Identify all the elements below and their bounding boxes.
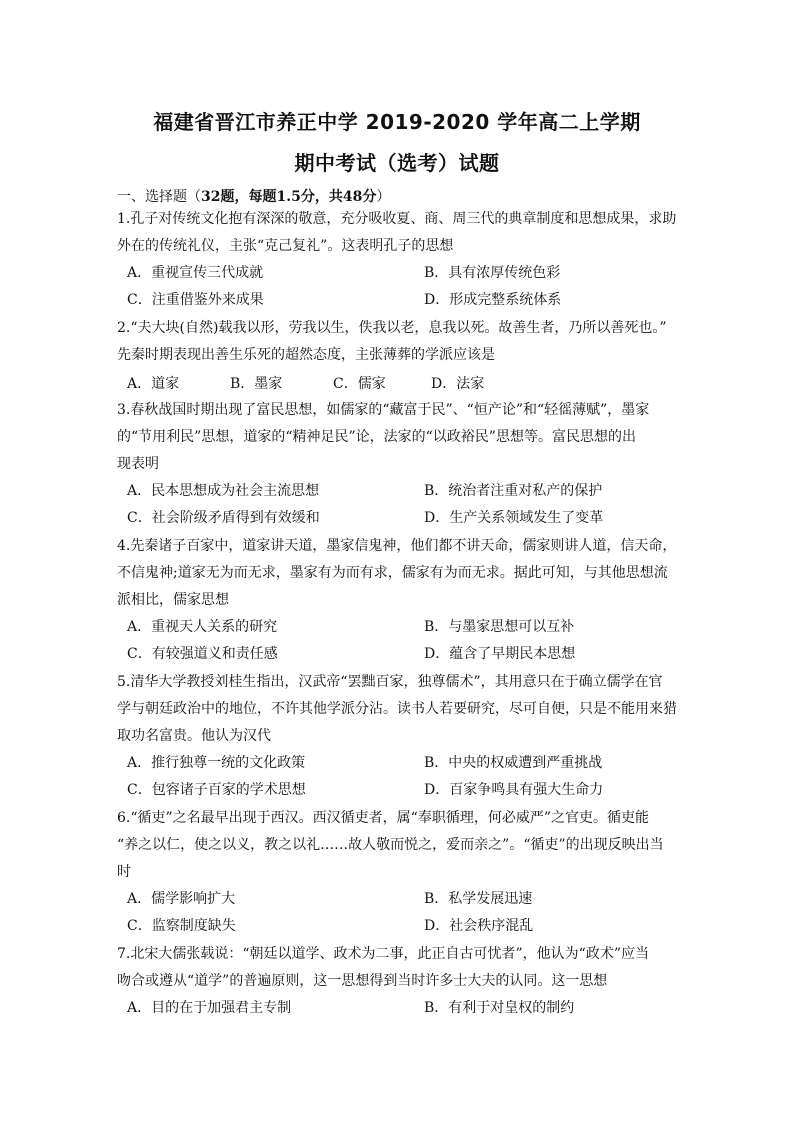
section-prefix: 一、选择题（ [117, 189, 201, 205]
question-5-option-c: C．包容诸子百家的学术思想 [127, 782, 306, 798]
question-3-stem-line-1: 3.春秋战国时期出现了富民思想，如儒家的“藏富于民”、“恒产论”和“轻徭薄赋”，墨家 [117, 402, 650, 418]
question-6-stem-line-1: 6.“循吏”之名最早出现于西汉。西汉循吏者，属“奉职循理，何必威严”之官吏。循吏能 [117, 810, 649, 826]
question-2-stem-line-2: 先秦时期表现出善生乐死的超然态度，主张薄葬的学派应该是 [117, 347, 495, 363]
question-3-stem-line-3: 现表明 [117, 456, 159, 472]
question-1-option-a: A．重视宣传三代成就 [127, 265, 264, 281]
exam-title-line2: 期中考试（选考）试题 [294, 151, 500, 175]
question-3-option-d: D．生产关系领域发生了变革 [424, 510, 604, 526]
question-2-options [127, 373, 484, 393]
question-7-stem-line-2: 吻合或遵从“道学”的普遍原则，这一思想得到当时许多士大夫的认同。这一思想 [117, 973, 608, 989]
question-6-stem-line-2: “养之以仁，使之以义，教之以礼……故人敬而悦之，爱而亲之”。“循吏”的出现反映出当 [117, 837, 664, 853]
question-1-stem-line-2: 外在的传统礼仪，主张“克己复礼”。这表明孔子的思想 [117, 238, 454, 254]
question-5-stem-line-2: 学与朝廷政治中的地位，不许其他学派分沾。读书人若要研究，尽可自便，只是不能用来猎 [117, 701, 677, 717]
question-4-option-c: C．有较强道义和责任感 [127, 646, 278, 662]
question-5-option-d: D．百家争鸣具有强大生命力 [424, 782, 604, 798]
question-5-stem-line-3: 取功名富贵。他认为汉代 [117, 728, 271, 744]
question-3-option-b: B．统治者注重对私产的保护 [424, 483, 603, 499]
question-3-option-a: A．民本思想成为社会主流思想 [127, 483, 320, 499]
question-5-option-a: A．推行独尊一统的文化政策 [127, 755, 306, 771]
question-2-stem-line-1: 2.“夫大块(自然)载我以形，劳我以生，佚我以老，息我以死。故善生者，乃所以善死也。” [117, 320, 667, 336]
question-6-option-a: A．儒学影响扩大 [127, 891, 236, 907]
question-4-stem-line-1: 4.先秦诸子百家中，道家讲天道，墨家信鬼神，他们都不讲天命，儒家则讲人道，信天命， [117, 538, 677, 554]
question-6-stem-line-3: 时 [117, 864, 131, 880]
question-4-option-a: A．重视天人关系的研究 [127, 619, 278, 635]
question-6-option-c: C．监察制度缺失 [127, 918, 236, 934]
question-7-stem-line-1: 7.北宋大儒张载说：“朝廷以道学、政术为二事，此正自古可忧者”，他认为“政术”应当 [117, 946, 649, 962]
section-detail: 32题，每题1.5分，共48分 [201, 189, 377, 205]
question-7-option-a: A．目的在于加强君主专制 [127, 1000, 292, 1016]
question-4-stem-line-2: 不信鬼神;道家无为而无求，墨家有为而有求，儒家有为而无求。据此可知，与其他思想流 [117, 565, 668, 581]
question-1-option-b: B．具有浓厚传统色彩 [424, 265, 561, 281]
question-2-option-d: D．法家 [431, 376, 485, 392]
question-1-stem-line-1: 1.孔子对传统文化抱有深深的敬意，充分吸收夏、商、周三代的典章制度和思想成果，求助 [117, 211, 677, 227]
question-6-option-d: D．社会秩序混乱 [424, 918, 534, 934]
exam-title-line1: 福建省晋江市养正中学 2019-2020 学年高二上学期 [153, 110, 641, 134]
question-2-option-a: A．道家 [127, 376, 180, 392]
question-3-option-c: C．社会阶级矛盾得到有效缓和 [127, 510, 320, 526]
question-1-option-c: C．注重借鉴外来成果 [127, 292, 264, 308]
question-4-option-d: D．蕴含了早期民本思想 [424, 646, 576, 662]
question-7-option-b: B．有利于对皇权的制约 [424, 1000, 575, 1016]
question-5-stem-line-1: 5.清华大学教授刘桂生指出，汉武帝“罢黜百家，独尊儒术”，其用意只在于确立儒学在官 [117, 674, 663, 690]
question-4-option-b: B．与墨家思想可以互补 [424, 619, 575, 635]
question-4-stem-line-3: 派相比，儒家思想 [117, 592, 229, 608]
section-heading [117, 186, 390, 206]
question-1-option-d: D．形成完整系统体系 [424, 292, 562, 308]
question-3-stem-line-2: 的“节用利民”思想，道家的“精神足民”论，法家的“以政裕民”思想等。富民思想的出 [117, 429, 636, 445]
question-6-option-b: B．私学发展迅速 [424, 891, 533, 907]
question-2-option-c: C．儒家 [333, 376, 386, 392]
question-2-option-b: B．墨家 [230, 376, 283, 392]
section-suffix: ） [376, 189, 391, 205]
question-5-option-b: B．中央的权威遭到严重挑战 [424, 755, 603, 771]
